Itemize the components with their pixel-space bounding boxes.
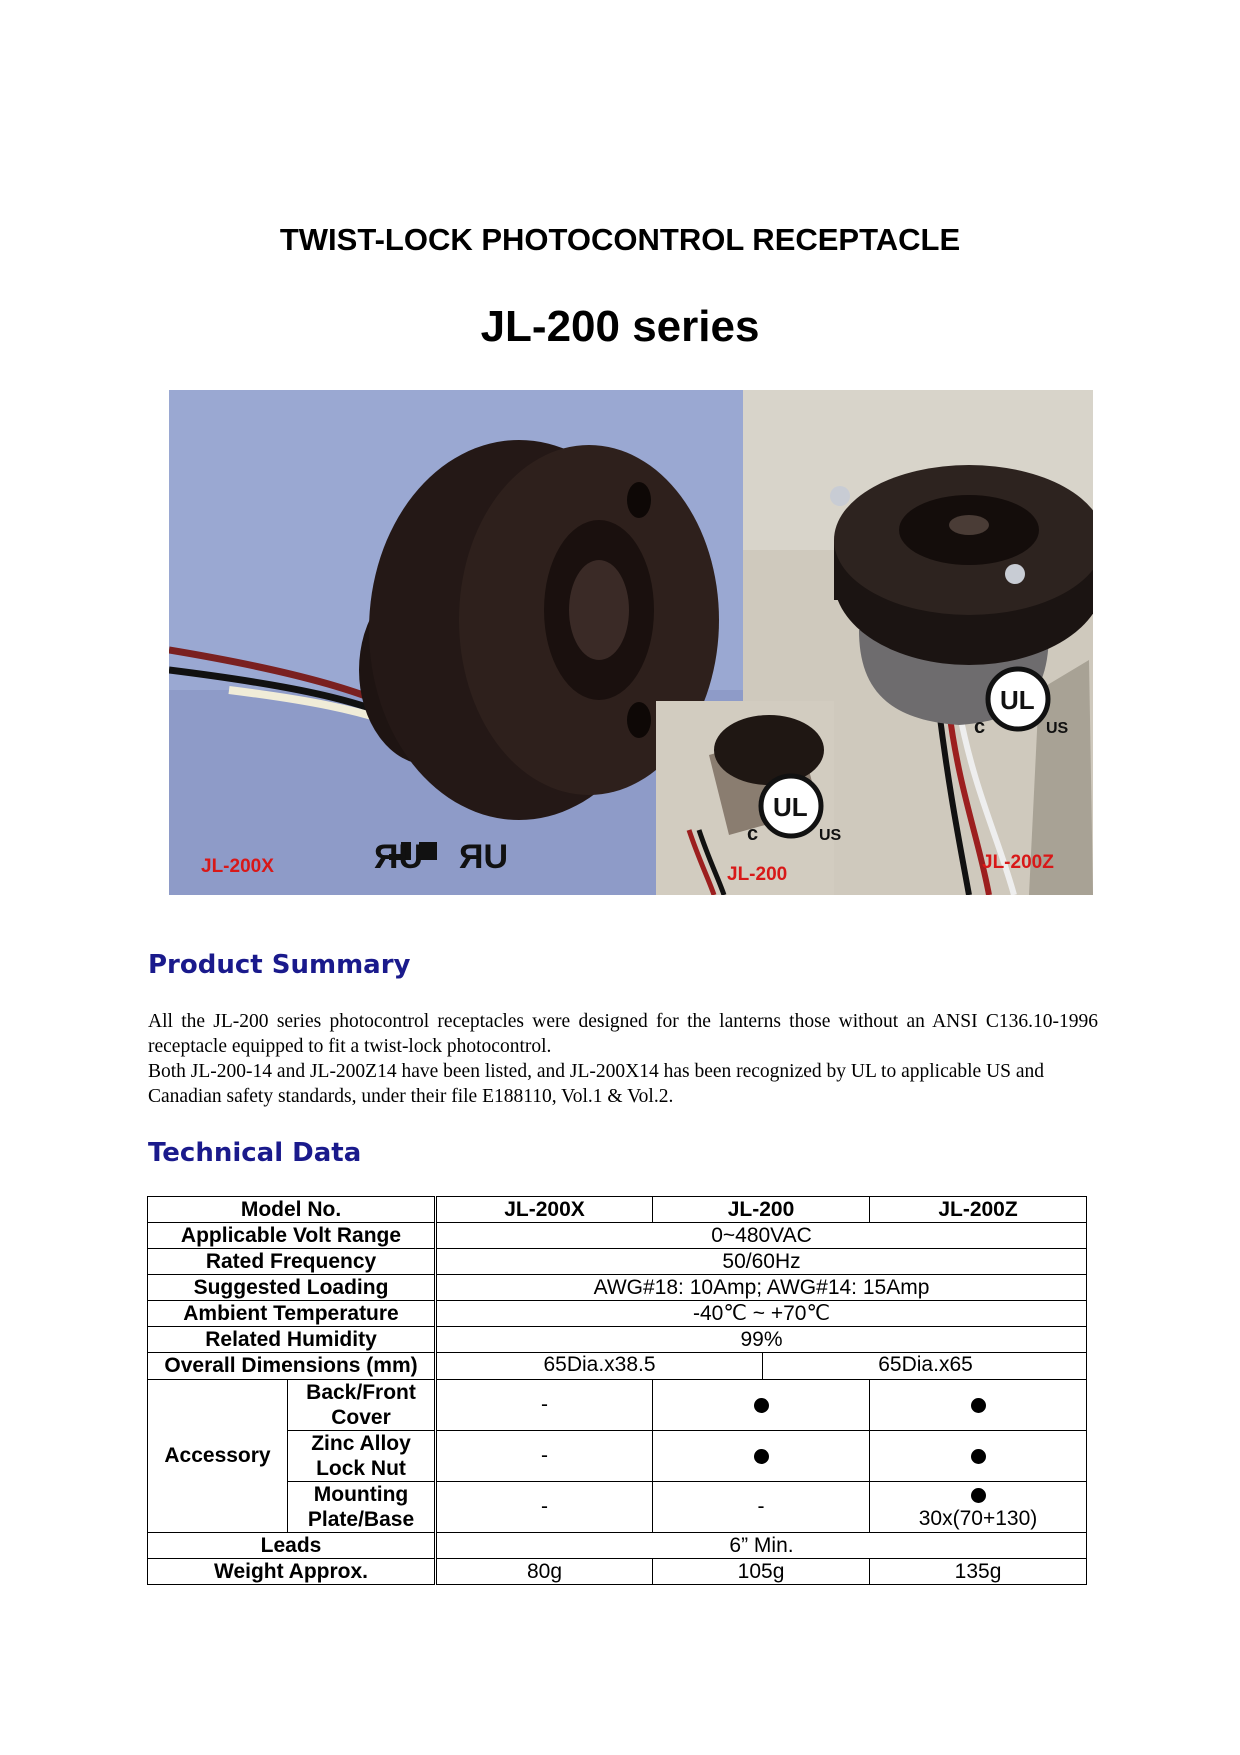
product-summary-heading: Product Summary: [148, 950, 411, 980]
summary-paragraph-2: Both JL-200-14 and JL-200Z14 have been listed, and JL-200X14 has been recognized by UL to applicable US and Canadian safety standards, under their file E188110, Vol.1 & Vol.2.: [148, 1061, 1045, 1107]
model-jl-200x: JL-200X: [436, 1197, 653, 1223]
plate-size-note: 30x(70+130): [918, 1507, 1038, 1530]
weight-jl-200z: 135g: [870, 1559, 1087, 1585]
weight-label: Weight Approx.: [148, 1559, 436, 1585]
product-photo-collage: [169, 390, 1093, 895]
cover-jl-200: [653, 1380, 870, 1431]
nut-jl-200z: [870, 1431, 1087, 1482]
lock-nut-label: Zinc Alloy Lock Nut: [288, 1431, 436, 1482]
loading-label: Suggested Loading: [148, 1275, 436, 1301]
svg-text:c: c: [974, 716, 986, 738]
included-dot-icon: [971, 1488, 986, 1503]
humidity-value: 99%: [436, 1327, 1087, 1353]
label-jl-200z: JL-200Z: [982, 852, 1054, 873]
svg-text:US: US: [819, 827, 842, 844]
table-row: [148, 1249, 1087, 1275]
cover-label: Back/Front Cover: [288, 1380, 436, 1431]
document-subtitle: JL-200 series: [480, 302, 760, 351]
table-row: [148, 1533, 1087, 1559]
accessory-label: Accessory: [148, 1380, 288, 1533]
included-dot-icon: [971, 1398, 986, 1413]
included-dot-icon: [754, 1398, 769, 1413]
ur-mark-icon: ЯU: [374, 838, 423, 876]
table-row: [148, 1275, 1087, 1301]
nut-jl-200x: -: [436, 1431, 653, 1482]
included-dot-icon: [971, 1449, 986, 1464]
weight-jl-200x: 80g: [436, 1559, 653, 1585]
leads-label: Leads: [148, 1533, 436, 1559]
summary-paragraph-1: All the JL-200 series photocontrol receptacles were designed for the lanterns those without an ANSI C136.10-1996 receptacle equipped to fit a twist-lock photocontrol.: [148, 1011, 1098, 1057]
dimensions-cell: [436, 1353, 1087, 1380]
document-title: TWIST-LOCK PHOTOCONTROL RECEPTACLE: [279, 222, 961, 257]
dimensions-value-b: 65Dia.x65: [878, 1353, 973, 1376]
technical-data-heading: Technical Data: [148, 1138, 362, 1168]
technical-data-table: [147, 1196, 1087, 1585]
nut-jl-200: [653, 1431, 870, 1482]
cover-jl-200z: [870, 1380, 1087, 1431]
frequency-value: 50/60Hz: [436, 1249, 1087, 1275]
table-row-header: [148, 1197, 1087, 1223]
table-row: [148, 1327, 1087, 1353]
label-jl-200: JL-200: [727, 864, 788, 885]
ur-mark-icon: ЯU: [459, 838, 508, 876]
label-jl-200x: JL-200X: [201, 856, 274, 877]
loading-value: AWG#18: 10Amp; AWG#14: 15Amp: [436, 1275, 1087, 1301]
table-row: [148, 1301, 1087, 1327]
humidity-label: Related Humidity: [148, 1327, 436, 1353]
plate-jl-200z: [870, 1482, 1087, 1533]
svg-text:c: c: [747, 823, 759, 845]
dimensions-value-a: 65Dia.x38.5: [543, 1353, 656, 1376]
table-row: [148, 1559, 1087, 1585]
volt-range-label: Applicable Volt Range: [148, 1223, 436, 1249]
svg-text:UL: UL: [773, 792, 808, 822]
volt-range-value: 0~480VAC: [436, 1223, 1087, 1249]
plate-jl-200x: -: [436, 1482, 653, 1533]
table-row: [148, 1431, 1087, 1482]
plate-jl-200: -: [653, 1482, 870, 1533]
included-dot-icon: [754, 1449, 769, 1464]
table-row: [148, 1380, 1087, 1431]
temperature-label: Ambient Temperature: [148, 1301, 436, 1327]
product-summary-text: [148, 1009, 1098, 1109]
model-no-label: Model No.: [148, 1197, 436, 1223]
svg-text:US: US: [1046, 720, 1069, 737]
svg-text:UL: UL: [1000, 685, 1035, 715]
table-row: [148, 1223, 1087, 1249]
weight-jl-200: 105g: [653, 1559, 870, 1585]
model-jl-200: JL-200: [653, 1197, 870, 1223]
frequency-label: Rated Frequency: [148, 1249, 436, 1275]
dimensions-label: Overall Dimensions (mm): [148, 1353, 436, 1380]
temperature-value: -40℃ ~ +70℃: [436, 1301, 1087, 1327]
cover-jl-200x: -: [436, 1380, 653, 1431]
table-row: [148, 1353, 1087, 1380]
model-jl-200z: JL-200Z: [870, 1197, 1087, 1223]
table-row: [148, 1482, 1087, 1533]
leads-value: 6” Min.: [436, 1533, 1087, 1559]
mounting-plate-label: Mounting Plate/Base: [288, 1482, 436, 1533]
